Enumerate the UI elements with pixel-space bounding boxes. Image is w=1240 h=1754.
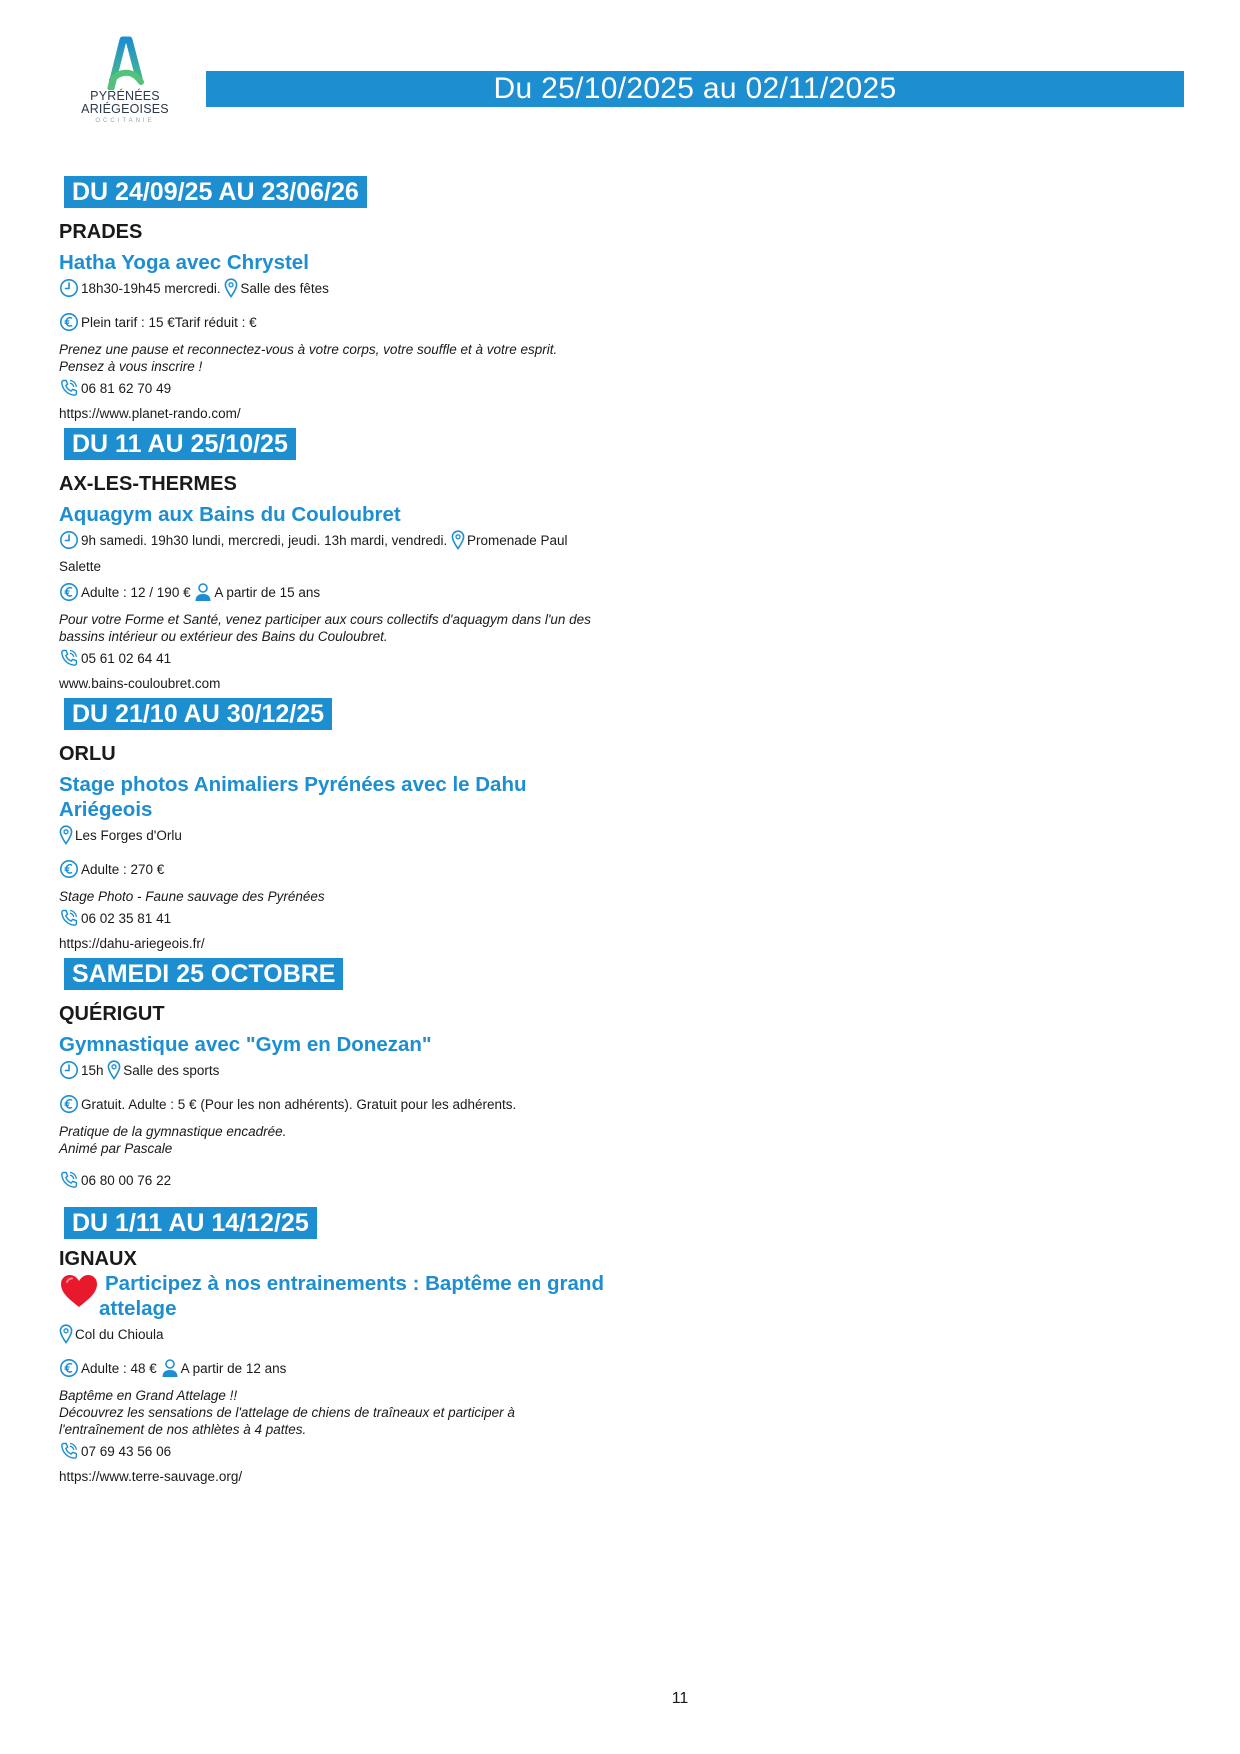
event-date: DU 21/10 AU 30/12/25 [64,698,332,730]
event-date: DU 1/11 AU 14/12/25 [64,1207,317,1239]
event-price: Adulte : 270 € [81,862,165,877]
event-item [59,698,619,954]
phone-icon [59,908,79,928]
location-pin-icon [107,1060,121,1080]
event-url[interactable]: www.bains-couloubret.com [59,676,221,691]
event-description [59,888,619,905]
event-item [59,1207,619,1487]
event-time-place [59,277,619,301]
event-phone[interactable]: 05 61 02 64 41 [81,651,172,666]
description-line: Stage Photo - Faune sauvage des Pyrénées [59,889,325,904]
event-age: A partir de 12 ans [180,1361,287,1376]
event-list [59,176,619,1487]
location-pin-icon [224,278,238,298]
description-line: Animé par Pascale [59,1141,173,1156]
phone-icon [59,1170,79,1190]
pyrenees-ariegeoises-logo-icon [103,36,147,90]
description-line: Baptême en Grand Attelage !! [59,1388,238,1403]
event-price-row [59,581,619,605]
event-time-place [59,529,619,553]
event-age: A partir de 15 ans [214,585,321,600]
phone-icon [59,1441,79,1461]
euro-icon [59,1094,79,1114]
event-price-row [59,1357,619,1381]
description-line: bassins intérieur ou extérieur des Bains du Couloubret. [59,629,388,644]
clock-icon [59,1060,79,1080]
person-icon [161,1358,179,1378]
phone-icon [59,648,79,668]
event-price: Adulte : 12 / 190 € [81,585,191,600]
logo-line-3: OCCITANIE [95,118,155,124]
event-phone[interactable]: 06 81 62 70 49 [81,381,172,396]
event-title: Hatha Yoga avec Chrystel [59,251,309,274]
event-place-row [59,1323,619,1347]
event-phone[interactable]: 07 69 43 56 06 [81,1444,172,1459]
description-line: Pensez à vous inscrire ! [59,359,203,374]
phone-icon [59,378,79,398]
event-place: Salle des fêtes [240,281,329,296]
logo-line-2: ARIÉGEOISES [81,102,169,116]
event-phone-row [59,907,619,931]
event-phone-row [59,1169,619,1193]
event-place: Salle des sports [123,1063,220,1078]
description-line: l'entraînement de nos athlètes à 4 pattes. [59,1422,307,1437]
event-date: DU 11 AU 25/10/25 [64,428,296,460]
event-title-line: attelage [99,1297,177,1320]
page-number: 11 [671,1690,689,1707]
person-icon [194,582,212,602]
event-time: 9h samedi. 19h30 lundi, mercredi, jeudi. 13h mardi, vendredi. [81,533,448,548]
event-title-line: Participez à nos entrainements : Baptême en grand [105,1272,604,1295]
euro-icon [59,859,79,879]
event-url[interactable]: https://www.terre-sauvage.org/ [59,1469,243,1484]
description-line: Pour votre Forme et Santé, venez participer aux cours collectifs d'aquagym dans l'un des [59,612,591,627]
event-url[interactable]: https://www.planet-rando.com/ [59,406,241,421]
event-phone[interactable]: 06 80 00 76 22 [81,1173,172,1188]
event-description [59,341,619,375]
event-town: QUÉRIGUT [59,1003,165,1025]
event-place: Col du Chioula [75,1327,164,1342]
clock-icon [59,530,79,550]
location-pin-icon [451,530,465,550]
event-price-row [59,1093,619,1117]
event-description [59,1387,619,1438]
event-item [59,428,619,694]
event-phone-row [59,377,619,401]
event-item [59,958,619,1193]
logo [70,36,180,136]
description-line: Pratique de la gymnastique encadrée. [59,1124,287,1139]
euro-icon [59,582,79,602]
event-date: SAMEDI 25 OCTOBRE [64,958,343,990]
event-place-continued: Salette [59,559,102,574]
event-price: Gratuit. Adulte : 5 € (Pour les non adhérents). Gratuit pour les adhérents. [81,1097,517,1112]
event-date: DU 24/09/25 AU 23/06/26 [64,176,367,208]
description-line: Découvrez les sensations de l'attelage de chiens de traîneaux et participer à [59,1405,515,1420]
location-pin-icon [59,1324,73,1344]
clock-icon [59,278,79,298]
event-description [59,611,619,645]
event-town: AX-LES-THERMES [59,473,237,495]
event-phone-row [59,1440,619,1464]
event-url[interactable]: https://dahu-ariegeois.fr/ [59,936,205,951]
event-description [59,1123,619,1157]
date-range-banner: Du 25/10/2025 au 02/11/2025 [206,71,1184,107]
event-price-row [59,858,619,882]
event-title: Stage photos Animaliers Pyrénées avec le Dahu Ariégeois [59,773,527,821]
event-time: 15h [81,1063,104,1078]
event-price: Plein tarif : 15 €Tarif réduit : € [81,315,257,330]
event-item [59,176,619,424]
event-town: ORLU [59,743,116,765]
event-town: IGNAUX [59,1248,137,1270]
event-phone-row [59,647,619,671]
event-phone[interactable]: 06 02 35 81 41 [81,911,172,926]
location-pin-icon [59,825,73,845]
event-town: PRADES [59,221,143,243]
euro-icon [59,1358,79,1378]
event-time-place [59,1059,619,1083]
event-price: Adulte : 48 € [81,1361,157,1376]
event-place: Promenade Paul [466,533,568,548]
description-line: Prenez une pause et reconnectez-vous à votre corps, votre souffle et à votre esprit. [59,342,558,357]
event-title: Gymnastique avec "Gym en Donezan" [59,1033,432,1056]
event-title [59,1271,619,1321]
event-price-row [59,311,619,335]
event-place-row [59,824,619,848]
event-title: Aquagym aux Bains du Couloubret [59,503,401,526]
euro-icon [59,312,79,332]
heart-icon [59,1273,99,1309]
logo-line-1: PYRÉNÉES [90,89,160,103]
event-time: 18h30-19h45 mercredi. [81,281,221,296]
event-place: Les Forges d'Orlu [75,828,182,843]
